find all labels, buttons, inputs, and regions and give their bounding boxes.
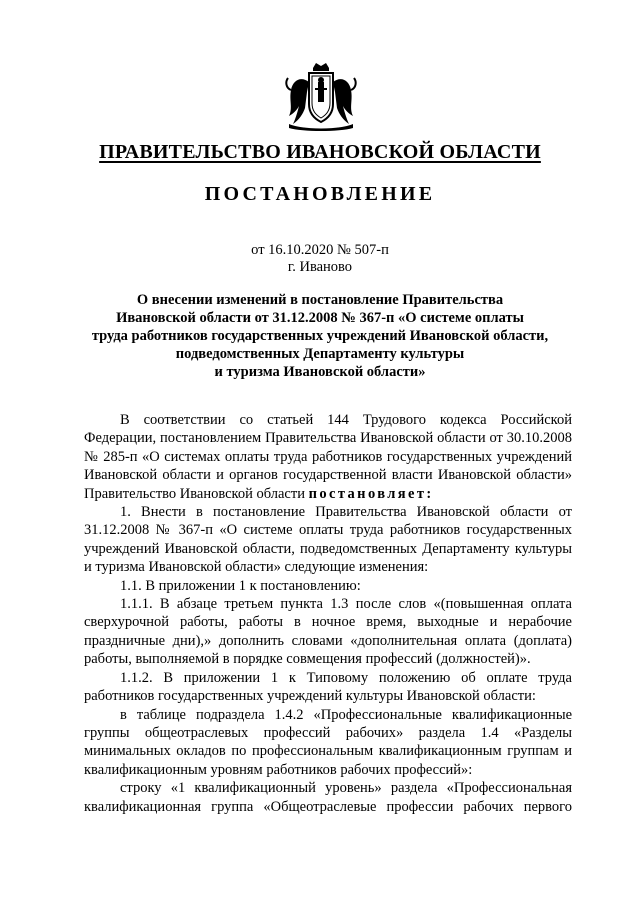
decree-date-number: от 16.10.2020 № 507-п [251,242,389,258]
subject-line: О внесении изменений в постановление Правительства [136,292,504,308]
body-paragraph: 1.1.2. В приложении 1 к Типовому положению об оплате труда работников государственных учреждений культуры Ивановской области: [84,669,572,705]
preamble-text: В соответствии со статьей 144 Трудового кодекса Российской Федерации, постановлением Правительства Ивановской области от 30.10.2008 № 285-п «О системах оплаты труда работников государственных учреждений Ивановской области и органов государственной власти Ивановской области» Правительство Ивановской области [84,412,572,502]
coat-of-arms-emblem [283,62,359,132]
body-paragraph: строку «1 квалификационный уровень» раздела «Профессиональная квалификационная группа «Общеотраслевые профессии рабочих первого [84,780,572,815]
subject-line: подведомственных Департаменту культуры [175,346,465,362]
body-paragraph: 1.1.1. В абзаце третьем пункта 1.3 после слов «(повышенная оплата сверхурочной работы, работы в ночное время, выходные и нерабочие праздничные дни),» дополнить словами «дополнительная оплата (доплата) работы, выполняемой в порядке совмещения профессий (должностей)». [84,596,572,668]
government-title: ПРАВИТЕЛЬСТВО ИВАНОВСКОЙ ОБЛАСТИ [99,141,541,163]
subject-line: труда работников государственных учреждений Ивановской области, [91,328,549,344]
resolves-word: постановляет: [308,485,434,502]
decree-body [84,411,572,816]
body-paragraph [84,411,572,503]
body-paragraph: 1.1. В приложении 1 к постановлению: [120,577,361,594]
document-type-title: ПОСТАНОВЛЕНИЕ [204,183,436,205]
subject-line: и туризма Ивановской области» [214,364,426,380]
decree-city: г. Иваново [287,259,353,275]
subject-line: Ивановской области от 31.12.2008 № 367-п «О системе оплаты [116,310,524,326]
body-paragraph: в таблице подраздела 1.4.2 «Профессиональные квалификационные группы общеотраслевых профессий рабочих» раздела 1.4 «Разделы минимальных окладов по профессиональным квалификационным группам и квалификационным уровням работников рабочих профессий»: [84,706,572,778]
decree-subject [70,291,570,381]
body-paragraph: 1. Внести в постановление Правительства Ивановской области от 31.12.2008 № 367-п «О системе оплаты труда работников государственных учреждений Ивановской области, подведомственных Департаменту культуры и туризма Ивановской области» следующие изменения: [84,504,572,576]
